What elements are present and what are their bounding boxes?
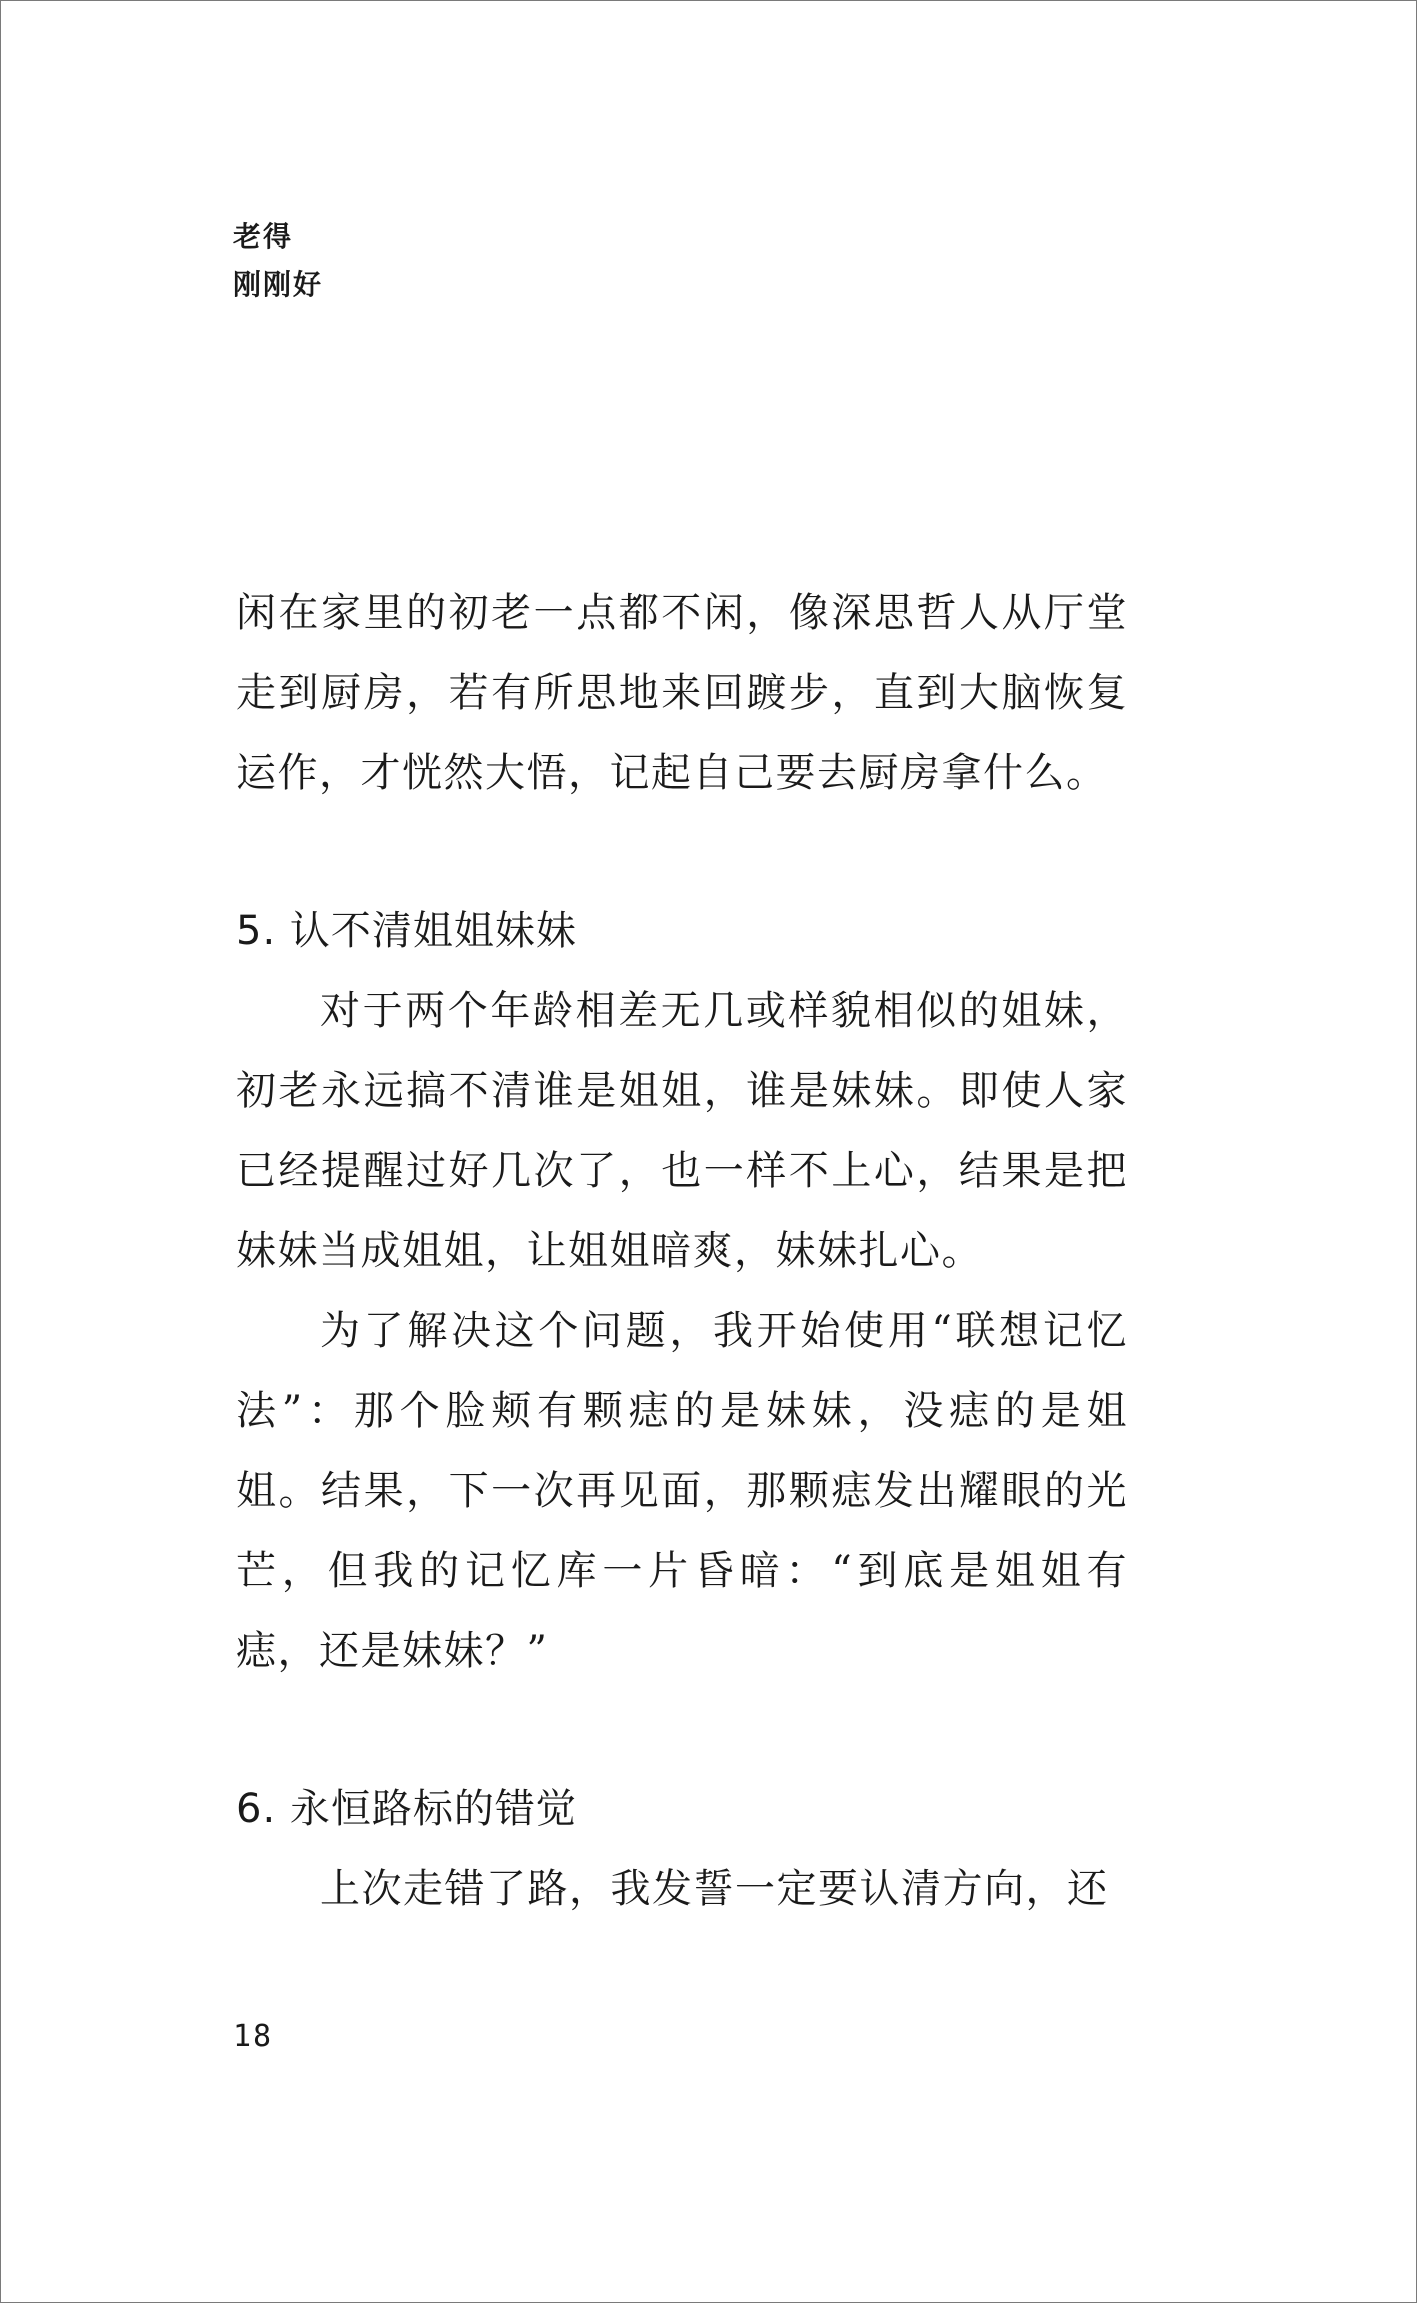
section-heading-6: 6. 永恒路标的错觉 bbox=[236, 1786, 577, 1832]
paragraph: 对于两个年龄相差无几或样貌相似的姐妹，初老永远搞不清谁是姐姐，谁是妹妹。即使人家已经提醒过好几次了，也一样不上心，结果是把妹妹当成姐姐，让姐姐暗爽，妹妹扎心。 bbox=[236, 988, 1128, 1274]
running-head-title-line-1: 老得 bbox=[233, 220, 294, 253]
section-spacer bbox=[236, 1691, 1128, 1769]
paragraph: 为了解决这个问题，我开始使用“联想记忆法”：那个脸颊有颗痣的是妹妹，没痣的是姐姐。结果，下一次再见面，那颗痣发出耀眼的光芒，但我的记忆库一片昏暗：“到底是姐姐有痣，还是妹妹？” bbox=[236, 1308, 1128, 1674]
running-head bbox=[233, 213, 323, 309]
section-spacer bbox=[236, 813, 1128, 891]
page-number: 18 bbox=[233, 2019, 274, 2054]
paragraph: 闲在家里的初老一点都不闲，像深思哲人从厅堂走到厨房，若有所思地来回踱步，直到大脑恢复运作，才恍然大悟，记起自己要去厨房拿什么。 bbox=[236, 590, 1128, 796]
running-head-title-line-2: 刚刚好 bbox=[233, 268, 324, 301]
body-text bbox=[236, 573, 1128, 1929]
section-heading-5: 5. 认不清姐姐妹妹 bbox=[236, 908, 577, 954]
paragraph: 上次走错了路，我发誓一定要认清方向，还 bbox=[320, 1866, 1109, 1912]
